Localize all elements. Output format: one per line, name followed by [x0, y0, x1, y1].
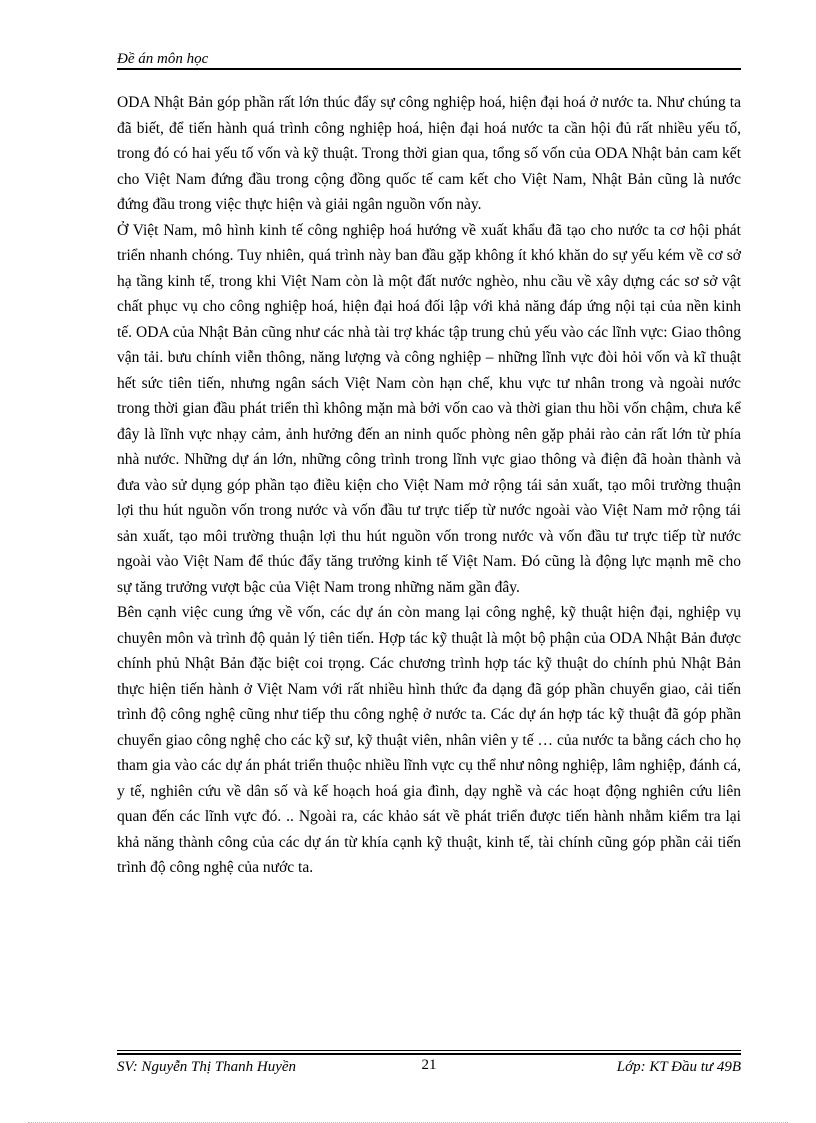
document-title: Đề án môn học [117, 51, 209, 67]
document-body [117, 90, 741, 881]
body-paragraph-3: Bên cạnh việc cung ứng về vốn, các dự án còn mang lại công nghệ, kỹ thuật hiện đại, nghiệp vụ chuyên môn và trình độ quản lý tiên tiến. Hợp tác kỹ thuật là một bộ phận của ODA Nhật Bản được chính phủ Nhật Bản đặc biệt coi trọng. Các chương trình hợp tác kỹ thuật do chính phủ Nhật Bản thực hiện tiến hành ở Việt Nam với rất nhiều hình thức đa dạng đã góp phần chuyển giao, cải tiến trình độ công nghệ cũng như tiếp thu công nghệ ở nước ta. Các dự án hợp tác kỹ thuật đã góp phần chuyển giao công nghệ cho các kỹ sư, kỹ thuật viên, nhân viên y tế … của nước ta bằng cách cho họ tham gia vào các dự án phát triển thuộc nhiều lĩnh vực cụ thể như nông nghiệp, lâm nghiệp, đánh cá, y tế, nghiên cứu về dân số và kế hoạch hoá gia đình, dạy nghề và các hoạt động nghiên cứu liên quan đến các lĩnh vực đó. .. Ngoài ra, các khảo sát về phát triển được tiến hành nhằm kiểm tra lại khả năng thành công của các dự án từ khía cạnh kỹ thuật, kinh tế, tài chính cũng góp phần cải tiến trình độ công nghệ của nước ta. [117, 604, 741, 876]
footer-author: SV: Nguyễn Thị Thanh Huyền [117, 1059, 297, 1075]
header-divider [117, 68, 741, 70]
footer-class: Lớp: KT Đầu tư 49B [616, 1059, 741, 1075]
page-number: 21 [421, 1057, 437, 1073]
footer-divider-thick [117, 1053, 741, 1055]
footer-divider-thin [117, 1050, 741, 1051]
body-paragraph-1: ODA Nhật Bản góp phần rất lớn thúc đẩy sự công nghiệp hoá, hiện đại hoá ở nước ta. Như chúng ta đã biết, để tiến hành quá trình công nghiệp hoá, hiện đại hoá nước ta cần hội đủ rất nhiều yếu tố, trong đó có hai yếu tố vốn và kỹ thuật. Trong thời gian qua, tổng số vốn của ODA Nhật bản cam kết cho Việt Nam đứng đầu trong cộng đồng quốc tế cam kết cho Việt Nam, Nhật Bản cũng là nước đứng đầu trong việc thực hiện và giải ngân nguồn vốn này. [117, 94, 741, 213]
body-paragraph-2: Ở Việt Nam, mô hình kinh tế công nghiệp hoá hướng về xuất khẩu đã tạo cho nước ta cơ hội phát triển nhanh chóng. Tuy nhiên, quá trình này ban đầu gặp không ít khó khăn do sự yếu kém về cơ sở hạ tầng kinh tế, trong khi Việt Nam còn là một đất nước nghèo, nhu cầu về xây dựng các sơ sở vật chất phục vụ cho công nghiệp hoá, hiện đại hoá đối lập với khả năng đáp ứng nội tại của nền kinh tế. ODA của Nhật Bản cũng như các nhà tài trợ khác tập trung chủ yếu vào các lĩnh vực: Giao thông vận tải. bưu chính viễn thông, năng lượng và công nghiệp – những lĩnh vực đòi hỏi vốn và kĩ thuật hết sức tiên tiến, nhưng ngân sách Việt Nam còn hạn chế, khu vực tư nhân trong và ngoài nước trong thời gian đầu phát triển thì không mặn mà bởi vốn cao và thời gian thu hồi vốn chậm, chưa kể đây là lĩnh vực nhạy cảm, ảnh hưởng đến an ninh quốc phòng nên gặp phải rào cản rất lớn từ phía nhà nước. Những dự án lớn, những công trình trong lĩnh vực giao thông và điện đã hoàn thành và đưa vào sử dụng góp phần tạo điều kiện cho Việt Nam mở rộng tái sản xuất, tạo môi trường thuận lợi thu hút nguồn vốn trong nước và vốn đầu tư trực tiếp từ nước ngoài vào Việt Nam mở rộng tái sản xuất, tạo môi trường thuận lợi thu hút nguồn vốn trong nước và vốn đầu tư trực tiếp từ nước ngoài vào Việt Nam để thúc đẩy tăng trưởng kinh tế Việt Nam. Đó cũng là động lực mạnh mẽ cho sự tăng trưởng vượt bậc của Việt Nam trong những năm gần đây. [117, 221, 741, 596]
page-footer [117, 1050, 741, 1078]
page-header [117, 48, 741, 70]
